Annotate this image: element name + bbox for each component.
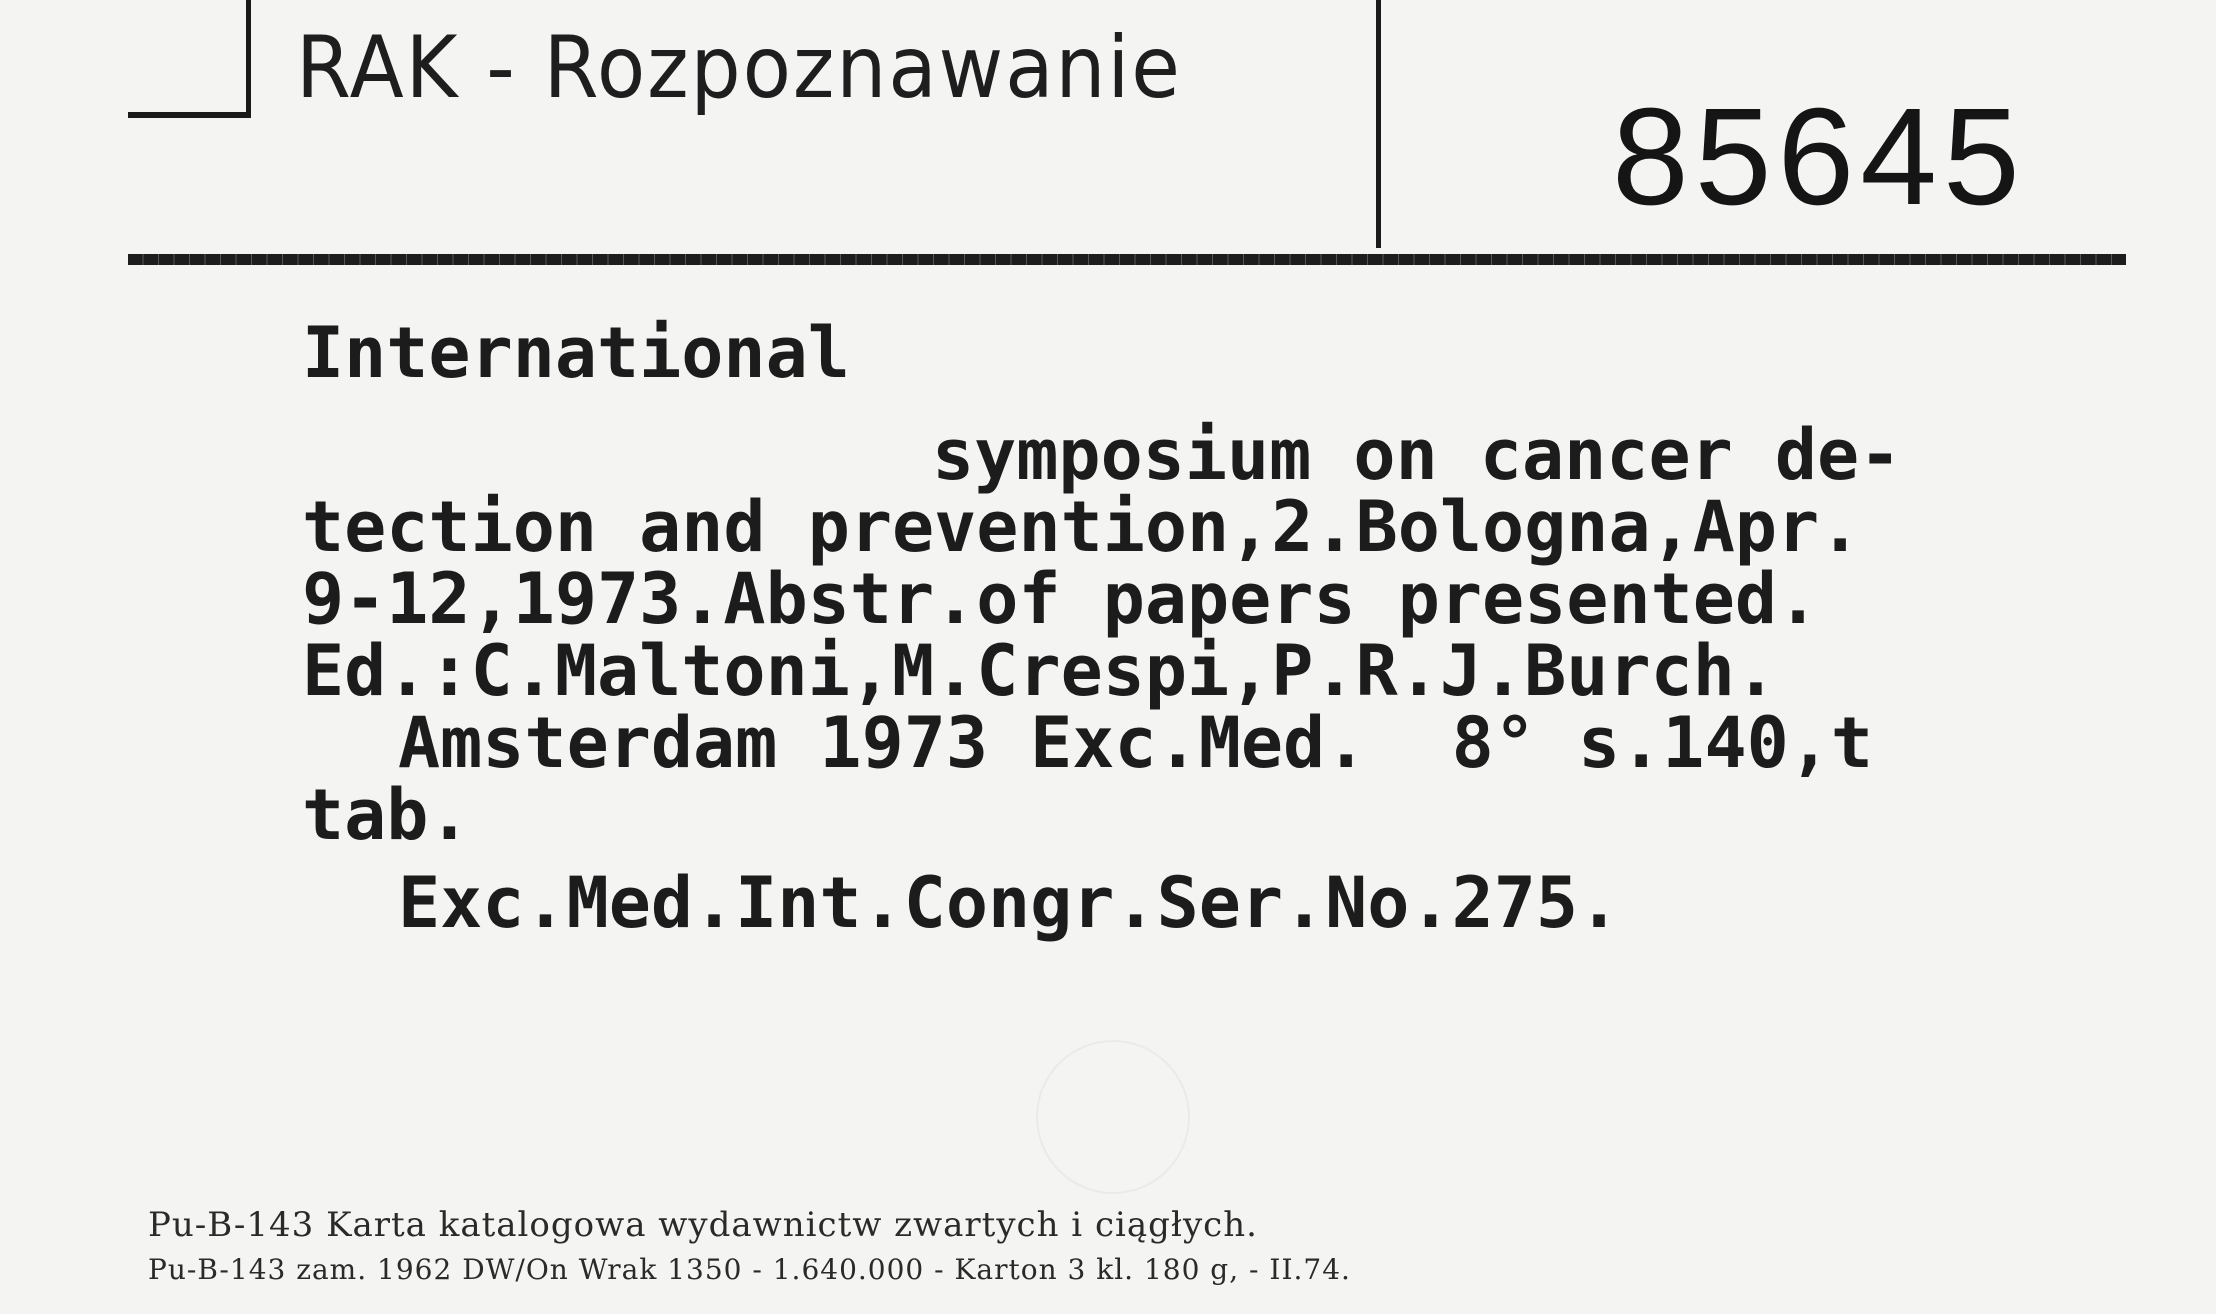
- entry-line-4: 9-12,1973.Abstr.of papers presented.: [302, 558, 1820, 640]
- entry-line-2: symposium on cancer de-: [932, 414, 1902, 496]
- entry-line-6: Amsterdam 1973 Exc.Med. 8° s.140,t: [398, 702, 1874, 784]
- subject-heading: RAK - Rozpoznawanie: [296, 18, 1182, 118]
- entry-line-7: tab.: [302, 774, 471, 856]
- entry-line-8: Exc.Med.Int.Congr.Ser.No.275.: [398, 862, 1621, 944]
- paper-smudge: [1036, 1040, 1190, 1194]
- header-rule: [128, 254, 2126, 265]
- header-divider-left: [246, 0, 251, 118]
- call-number: 85645: [1612, 80, 2026, 234]
- footer-line-2: Pu-B-143 zam. 1962 DW/On Wrak 1350 - 1.640.000 - Karton 3 kl. 180 g, - II.74.: [148, 1253, 1351, 1286]
- header-divider-middle: [1376, 0, 1381, 248]
- entry-line-3: tection and prevention,2.Bologna,Apr.: [302, 486, 1862, 568]
- blank-line: [128, 112, 248, 118]
- entry-line-1: International: [302, 312, 850, 394]
- entry-line-5: Ed.:C.Maltoni,M.Crespi,P.R.J.Burch.: [302, 630, 1778, 712]
- footer-line-1: Pu-B-143 Karta katalogowa wydawnictw zwartych i ciągłych.: [148, 1205, 1258, 1245]
